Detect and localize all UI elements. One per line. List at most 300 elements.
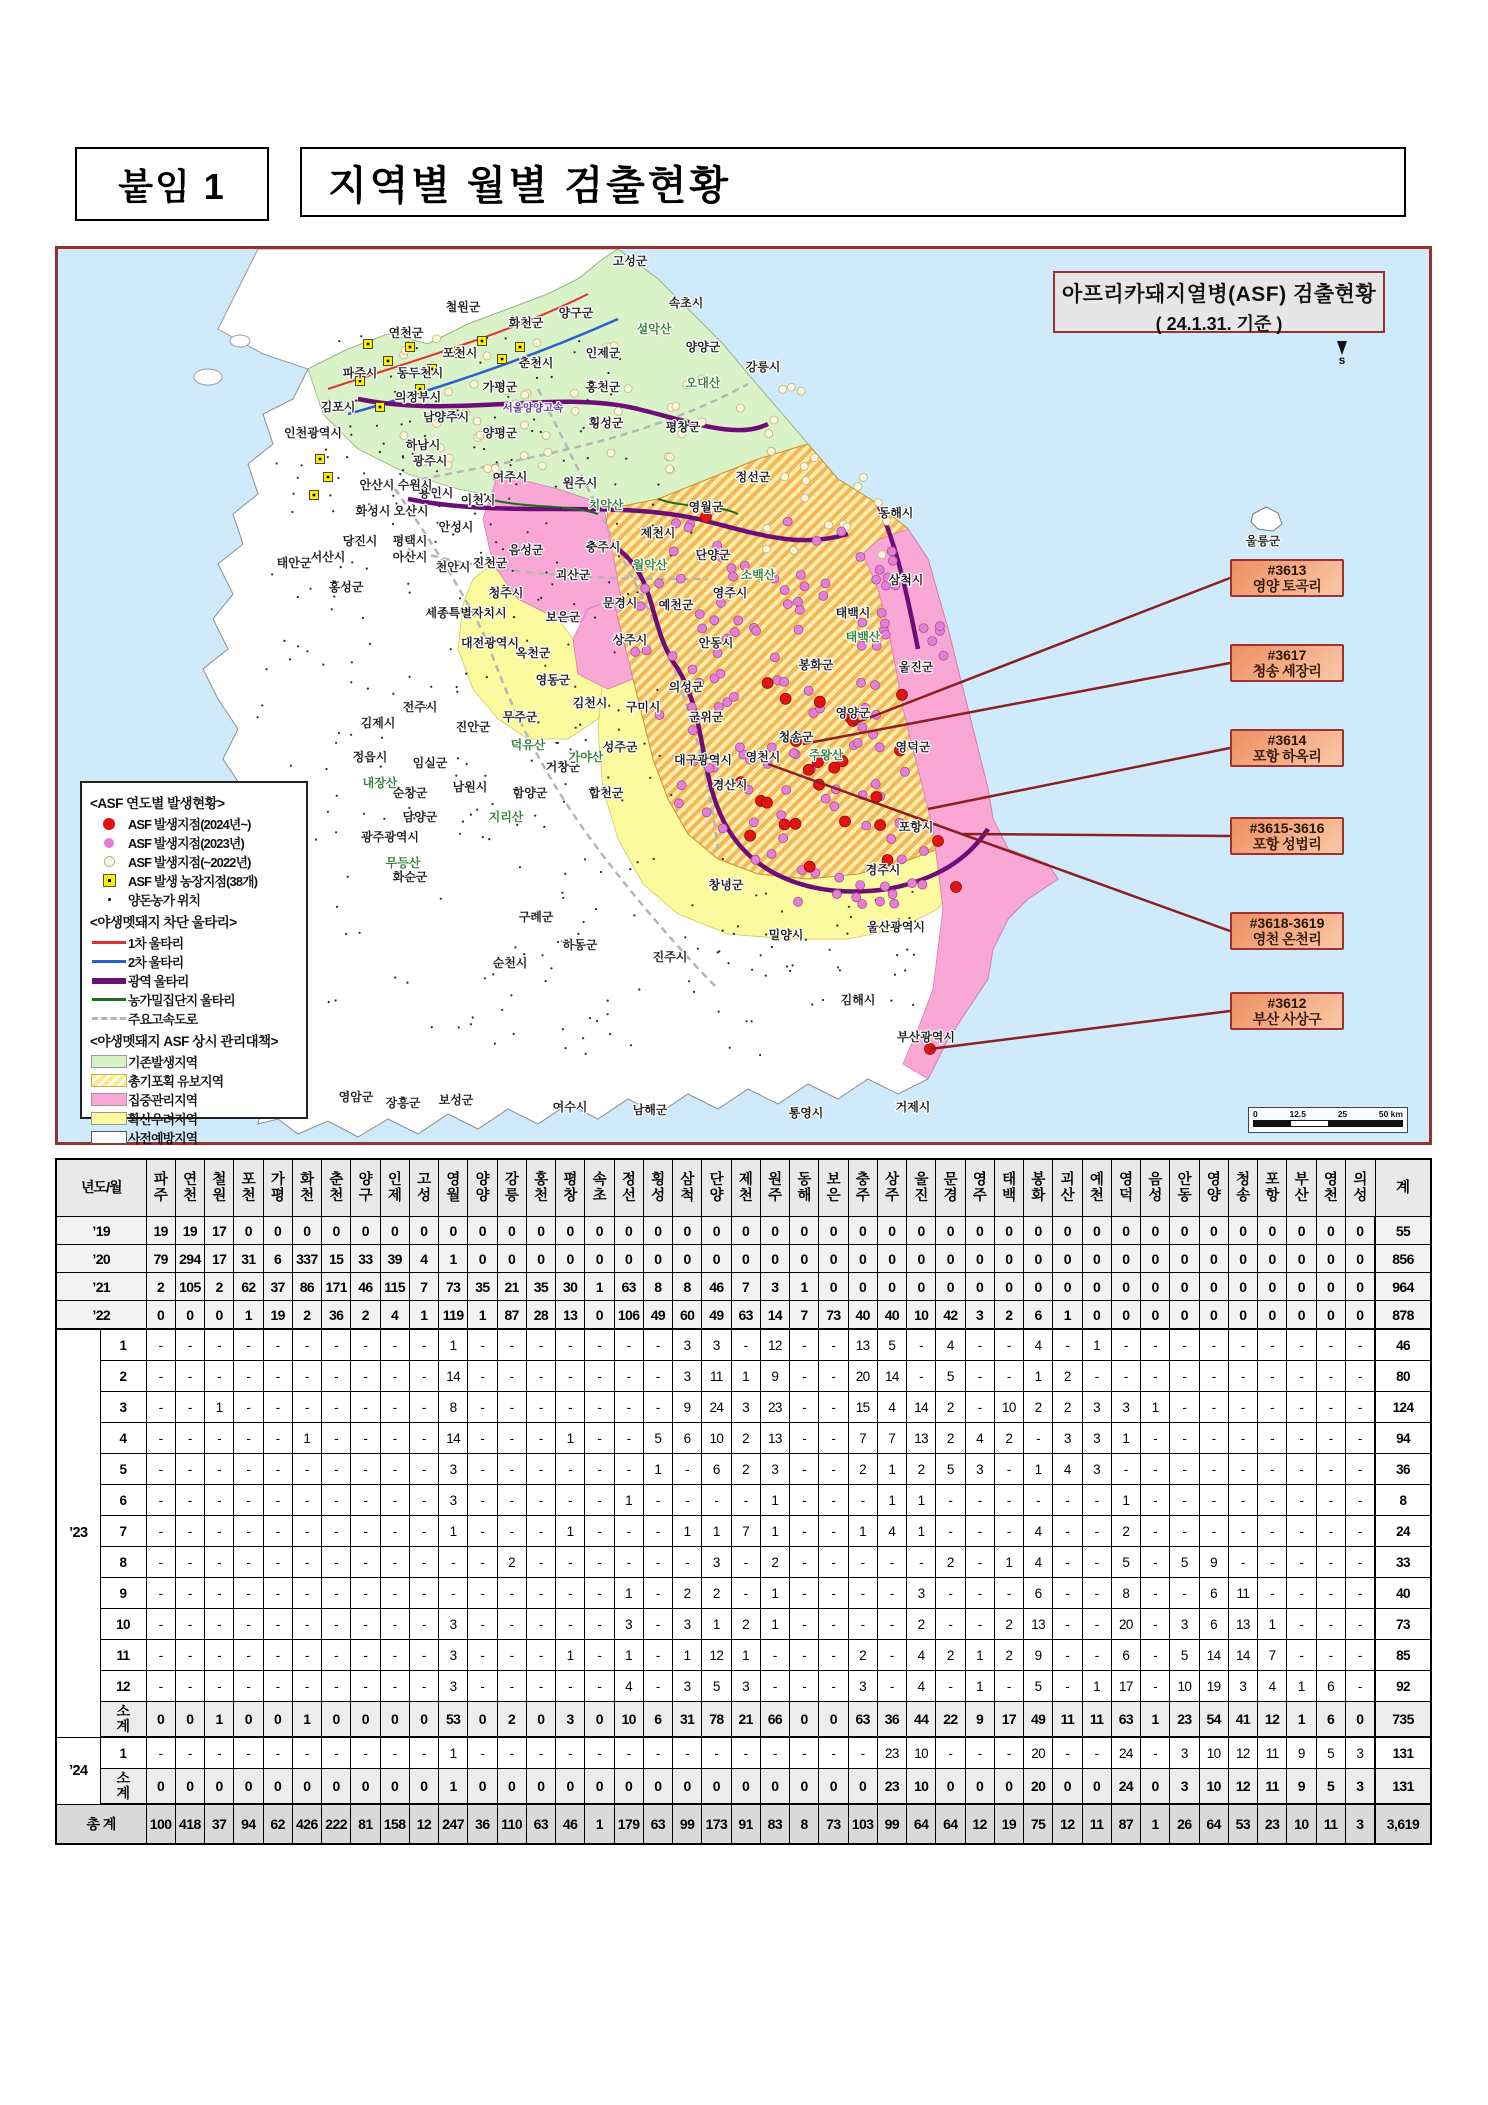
map-scale-bar — [1248, 1107, 1408, 1133]
district-label: 임실군 — [412, 756, 448, 770]
row-label: 총 계 — [56, 1804, 146, 1844]
district-label: 오대산 — [685, 376, 721, 390]
district-label: 지리산 — [488, 810, 524, 824]
district-label: 대구광역시 — [674, 753, 732, 767]
row-label: 4 — [100, 1423, 146, 1454]
district-label: 주왕산 — [808, 748, 844, 762]
row-label: 소 계 — [100, 1769, 146, 1805]
legend-item-label: 사전예방지역 — [128, 1131, 198, 1146]
district-label: 화성시 오산시 — [355, 504, 429, 518]
year-group-label: ’24 — [56, 1737, 100, 1804]
region-header-문경: 문 경 — [936, 1159, 965, 1217]
district-label: 태안군 — [276, 556, 312, 570]
ulleung-island — [1251, 507, 1282, 531]
district-label: 철원군 — [445, 300, 481, 314]
district-label: 하동군 — [562, 938, 598, 952]
region-header-정선: 정 선 — [614, 1159, 643, 1217]
table-row-23-10: 10 - - - - - - - - - - 3 - - - - - 3 - 3 1 2 1 - - - - 2 - - 2 13 - - 20 - 3 6 13 1 - - - 73 — [56, 1609, 1431, 1640]
region-header-예천: 예 천 — [1082, 1159, 1111, 1217]
row-total: 878 — [1375, 1301, 1431, 1330]
region-header-횡성: 횡 성 — [643, 1159, 672, 1217]
row-label: 8 — [100, 1547, 146, 1578]
asf-map — [55, 246, 1432, 1145]
region-header-춘천: 춘 천 — [322, 1159, 351, 1217]
region-header-태백: 태 백 — [994, 1159, 1023, 1217]
legend-item-label: 2차 울타리 — [128, 955, 184, 970]
table-row-총계: 총 계 100 418 37 94 62 426 222 81 158 12 247 36 110 63 46 1 179 63 99 173 91 83 8 73 103 99 64 64 12 19 75 12 11 87 1 26 64 53 23 10 11 3 3,619 — [56, 1804, 1431, 1844]
legend-item — [90, 1090, 300, 1109]
row-label: 1 — [100, 1737, 146, 1769]
dot-tiny-icon — [90, 898, 128, 901]
scale-label: 12.5 — [1289, 1109, 1306, 1119]
row-label: ’19 — [56, 1217, 146, 1245]
row-label: 3 — [100, 1392, 146, 1423]
region-header-가평: 가 평 — [263, 1159, 292, 1217]
district-label: 거제시 — [895, 1100, 931, 1114]
region-header-의성: 의 성 — [1345, 1159, 1375, 1217]
district-label: 남원시 — [452, 780, 488, 794]
district-label: 김천시 — [572, 696, 608, 710]
detection-table — [55, 1158, 1432, 1845]
legend-item — [90, 1128, 300, 1147]
district-label: 서산시 — [310, 550, 346, 564]
year-group-label: ’23 — [56, 1329, 100, 1737]
compass-label: s — [1338, 353, 1346, 367]
district-label: 단양군 — [695, 548, 731, 562]
district-label: 홍천군 — [585, 380, 621, 394]
callout-place: 영양 토곡리 — [1252, 578, 1322, 594]
dot-pink-icon — [90, 838, 128, 848]
table-row-23-2: 2 - - - - - - - - - - 14 - - - - - - - 3 11 1 9 - - 20 14 - 5 - - 1 2 - - - - - - - - - - 80 — [56, 1361, 1431, 1392]
table-row-’21: ’21 2 105 2 62 37 86 171 46 115 7 73 35 21 35 30 1 63 8 8 46 7 3 1 0 0 0 0 0 0 0 0 0 0 0 0 0 0 0 0 0 0 0 964 — [56, 1273, 1431, 1301]
district-label: 함양군 — [512, 786, 548, 800]
district-label: 합천군 — [588, 786, 624, 800]
row-total: 8 — [1375, 1485, 1431, 1516]
page-title-box — [300, 147, 1406, 217]
district-label: 월악산 — [632, 558, 668, 572]
legend-item-label: ASF 발생지점(~2022년) — [128, 855, 251, 870]
region-header-화천: 화 천 — [292, 1159, 321, 1217]
district-label: 평창군 — [665, 420, 701, 434]
row-label: ’22 — [56, 1301, 146, 1330]
scale-label: 25 — [1337, 1109, 1348, 1119]
district-label: 진안군 — [455, 720, 491, 734]
table-row-’19: ’19 19 19 17 0 0 0 0 0 0 0 0 0 0 0 0 0 0 0 0 0 0 0 0 0 0 0 0 0 0 0 0 0 0 0 0 0 0 0 0 0 0 0 55 — [56, 1217, 1431, 1245]
row-total: 36 — [1375, 1454, 1431, 1485]
district-label: 이천시 — [460, 493, 496, 507]
legend-item — [90, 971, 300, 990]
map-title-line2: ( 24.1.31. 기준 ) — [1155, 314, 1283, 334]
legend-item — [90, 890, 300, 909]
region-header-단양: 단 양 — [702, 1159, 731, 1217]
district-label: 춘천시 — [518, 356, 554, 370]
dot-red-icon — [90, 818, 128, 830]
district-label: 김포시 — [320, 400, 356, 414]
district-label: 문경시 — [602, 596, 638, 610]
legend-item — [90, 990, 300, 1009]
district-label: 홍성군 — [328, 580, 364, 594]
district-label: 음성군 — [508, 543, 544, 557]
legend-item-label: ASF 발생지점(2024년~) — [128, 817, 251, 832]
region-header-충주: 충 주 — [848, 1159, 877, 1217]
district-label: 남양주시 — [422, 410, 470, 424]
district-label: 포항시 — [898, 820, 934, 834]
district-label: 예천군 — [658, 598, 694, 612]
district-label: 영주시 — [712, 586, 748, 600]
line-blue-icon — [90, 960, 128, 963]
row-label: 7 — [100, 1516, 146, 1547]
legend-item-label: 집중관리지역 — [128, 1093, 198, 1108]
callout-place: 영천 온천리 — [1252, 931, 1322, 947]
district-label: 태백산 — [845, 630, 881, 644]
legend-item-label: 양돈농가 위치 — [128, 893, 201, 908]
district-label: 부산광역시 — [897, 1030, 955, 1044]
district-label: 충주시 — [585, 540, 621, 554]
district-label: 가평군 — [482, 380, 518, 394]
region-header-평창: 평 창 — [556, 1159, 585, 1217]
table-row-’22: ’22 0 0 0 1 19 2 36 2 4 1 119 1 87 28 13 0 106 49 60 49 63 14 7 73 40 40 10 42 3 2 6 1 0 0 0 0 0 0 0 0 0 0 878 — [56, 1301, 1431, 1330]
district-label: 장흥군 — [385, 1096, 421, 1110]
region-header-연천: 연 천 — [175, 1159, 204, 1217]
region-header-상주: 상 주 — [877, 1159, 906, 1217]
district-label: 경주시 — [865, 863, 901, 877]
line-dashed-icon — [90, 1017, 128, 1020]
row-total: 124 — [1375, 1392, 1431, 1423]
district-label: 무주군 — [502, 710, 538, 724]
district-label: 파주시 — [342, 366, 378, 380]
district-label: 군위군 — [688, 710, 724, 724]
region-header-보은: 보 은 — [819, 1159, 848, 1217]
scale-label: 50 km — [1378, 1109, 1403, 1119]
row-label: 소 계 — [100, 1702, 146, 1738]
region-header-영천: 영 천 — [1316, 1159, 1345, 1217]
scale-bar-segments — [1253, 1120, 1403, 1127]
legend-item — [90, 1009, 300, 1028]
region-header-양양: 양 양 — [468, 1159, 497, 1217]
region-header-인제: 인 제 — [380, 1159, 409, 1217]
line-purple-icon — [90, 978, 128, 984]
district-label: 가야산 — [568, 750, 604, 764]
region-header-안동: 안 동 — [1170, 1159, 1199, 1217]
legend-section1-title: <ASF 연도별 발생현황> — [90, 796, 225, 811]
row-label: 2 — [100, 1361, 146, 1392]
region-header-삼척: 삼 척 — [673, 1159, 702, 1217]
table-header-row — [56, 1159, 1431, 1217]
legend-section2-title: <야생멧돼지 차단 울타리> — [90, 915, 237, 930]
district-label: 영월군 — [688, 500, 724, 514]
district-label: 평택시 — [392, 534, 428, 548]
row-label: 5 — [100, 1454, 146, 1485]
district-label: 서울양양고속 — [502, 402, 564, 414]
district-label: 안동시 — [698, 636, 734, 650]
region-header-고성: 고 성 — [409, 1159, 438, 1217]
total-column-header: 계 — [1375, 1159, 1431, 1217]
district-label: 담양군 — [402, 810, 438, 824]
table-row-24-소계: 소 계 0 0 0 0 0 0 0 0 0 0 1 0 0 0 0 0 0 0 0 0 0 0 0 0 0 23 10 0 0 0 20 0 0 24 0 3 10 12 11 9 5 3 131 — [56, 1769, 1431, 1805]
legend-section3-title: <야생멧돼지 ASF 상시 관리대책> — [90, 1034, 278, 1049]
district-label: 고성군 — [612, 254, 648, 268]
box-white-icon — [90, 1131, 128, 1144]
row-label: ’20 — [56, 1245, 146, 1273]
legend-item — [90, 814, 300, 833]
district-label: 속초시 — [668, 296, 704, 310]
table-row-23-8: 8 - - - - - - - - - - - - 2 - - - - - - 3 - 2 - - - - - 2 - 1 4 - - 5 - 5 9 - - - - - 33 — [56, 1547, 1431, 1578]
district-label: 성주군 — [602, 740, 638, 754]
region-header-제천: 제 천 — [731, 1159, 760, 1217]
callout-id: #3612 — [1267, 995, 1307, 1011]
table-row-23-소계: 소 계 0 0 1 0 0 1 0 0 0 0 53 0 2 0 3 0 10 6 31 78 21 66 0 0 63 36 44 22 9 17 49 11 11 63 1 23 54 41 12 1 6 0 735 — [56, 1702, 1431, 1738]
legend-item — [90, 933, 300, 952]
callout-id: #3618-3619 — [1249, 915, 1325, 931]
region-header-부산: 부 산 — [1287, 1159, 1316, 1217]
district-label: 의성군 — [668, 680, 704, 694]
table-row-’20: ’20 79 294 17 31 6 337 15 33 39 4 1 0 0 0 0 0 0 0 0 0 0 0 0 0 0 0 0 0 0 0 0 0 0 0 0 0 0 0 0 0 0 0 856 — [56, 1245, 1431, 1273]
district-label: 화순군 — [392, 870, 428, 884]
row-label: 6 — [100, 1485, 146, 1516]
district-label: 포천시 — [442, 346, 478, 360]
district-label: 양평군 — [482, 426, 518, 440]
district-label: 김제시 — [360, 716, 396, 730]
region-header-홍천: 홍 천 — [526, 1159, 555, 1217]
callout-place: 청송 세장리 — [1252, 663, 1322, 679]
row-total: 80 — [1375, 1361, 1431, 1392]
district-label: 보은군 — [545, 610, 581, 624]
district-label: 영천시 — [745, 750, 781, 764]
table-row-23-4: 4 - - - - - 1 - - - - 14 - - - 1 - - 5 6 10 2 13 - - 7 7 13 2 4 2 - 3 3 1 - - - - - - - - 94 — [56, 1423, 1431, 1454]
row-label: 1 — [100, 1329, 146, 1361]
callout-id: #3613 — [1267, 562, 1307, 578]
row-label: 11 — [100, 1640, 146, 1671]
row-total: 73 — [1375, 1609, 1431, 1640]
scale-label: 0 — [1253, 1109, 1258, 1119]
district-label: 남해군 — [632, 1103, 668, 1117]
region-header-철원: 철 원 — [205, 1159, 234, 1217]
district-label: 강릉시 — [745, 360, 781, 374]
row-total: 24 — [1375, 1516, 1431, 1547]
district-label: 동두천시 — [396, 366, 444, 380]
callout-place: 포항 성법리 — [1252, 836, 1322, 852]
district-label: 동해시 — [878, 506, 914, 520]
district-label: 밀양시 — [768, 928, 804, 942]
callout-id: #3614 — [1267, 732, 1307, 748]
district-label: 봉화군 — [798, 658, 834, 672]
callout-place: 부산 사상구 — [1252, 1011, 1322, 1027]
row-total: 964 — [1375, 1273, 1431, 1301]
district-label: 설악산 — [636, 322, 672, 336]
district-label: 순천시 — [492, 956, 528, 970]
district-label: 여주시 — [492, 470, 528, 484]
map-title-line1: 아프리카돼지열병(ASF) 검출현황 — [1061, 283, 1377, 306]
district-label: 상주시 — [612, 633, 648, 647]
district-label: 청송군 — [778, 730, 814, 744]
district-label: 울진군 — [898, 660, 934, 674]
box-pink-icon — [90, 1093, 128, 1106]
region-header-동해: 동 해 — [790, 1159, 819, 1217]
region-header-봉화: 봉 화 — [1024, 1159, 1053, 1217]
district-label: 안성시 — [438, 520, 474, 534]
region-header-원주: 원 주 — [760, 1159, 789, 1217]
legend-item — [90, 1109, 300, 1128]
map-legend — [80, 781, 308, 1146]
box-green-icon — [90, 1055, 128, 1068]
district-label: 옥천군 — [515, 646, 551, 660]
district-label: 영덕군 — [895, 740, 931, 754]
district-label: 괴산군 — [555, 568, 591, 582]
district-label: 구미시 — [625, 700, 661, 714]
district-label: 세종특별자치시 — [425, 606, 507, 620]
row-total: 40 — [1375, 1578, 1431, 1609]
map-title-box — [1053, 271, 1385, 333]
district-label: 안산시 수원시 — [359, 478, 433, 492]
district-label: 김해시 — [840, 993, 876, 1007]
legend-item-label: 총기포획 유보지역 — [128, 1074, 224, 1089]
district-label: 진주시 — [652, 950, 688, 964]
district-label: 정선군 — [735, 470, 771, 484]
district-label: 인제군 — [585, 346, 621, 360]
district-label: 태백시 — [835, 606, 871, 620]
row-total: 85 — [1375, 1640, 1431, 1671]
row-total: 3,619 — [1375, 1804, 1431, 1844]
district-label: 원주시 — [562, 476, 598, 490]
district-label: 제천시 — [640, 526, 676, 540]
district-label: 당진시 — [342, 534, 378, 548]
district-label: 청주시 — [488, 586, 524, 600]
legend-item-label: 주요고속도로 — [128, 1012, 198, 1027]
district-label: 내장산 — [362, 776, 398, 790]
row-total: 94 — [1375, 1423, 1431, 1454]
district-label: 전주시 — [402, 700, 438, 714]
dot-pale-icon — [90, 856, 128, 867]
legend-item — [90, 852, 300, 871]
table-row-23-9: 9 - - - - - - - - - - - - - - - - 1 - 2 2 - 1 - - - - 3 - - - 6 - - 8 - - 6 11 - - - - 40 — [56, 1578, 1431, 1609]
attachment-label: 붙임 1 — [118, 165, 226, 207]
legend-item-label: 1차 울타리 — [128, 936, 184, 951]
legend-item-label: ASF 발생지점(2023년) — [128, 836, 244, 851]
district-label: 진천군 — [472, 556, 508, 570]
district-label: 경산시 — [712, 778, 748, 792]
district-label: 구례군 — [518, 910, 554, 924]
district-label: 의정부시 — [394, 390, 442, 404]
row-label: 12 — [100, 1671, 146, 1702]
callout-place: 포항 하옥리 — [1252, 748, 1322, 764]
row-total: 92 — [1375, 1671, 1431, 1702]
line-green-icon — [90, 998, 128, 1001]
row-label: ’21 — [56, 1273, 146, 1301]
district-label: 천안시 — [435, 560, 471, 574]
region-header-영주: 영 주 — [965, 1159, 994, 1217]
region-header-음성: 음 성 — [1141, 1159, 1170, 1217]
callout-3618-3619 — [1230, 912, 1344, 950]
district-label: 광주시 — [412, 454, 448, 468]
callout-3614 — [1230, 729, 1344, 767]
district-label: 아산시 — [392, 550, 428, 564]
table-row-23-5: 5 - - - - - - - - - - 3 - - - - - - 1 - 6 2 3 - - 2 1 2 5 3 - 1 4 3 - - - - - - - - - 36 — [56, 1454, 1431, 1485]
row-total: 131 — [1375, 1737, 1431, 1769]
district-label: 순창군 — [392, 786, 428, 800]
callout-3612 — [1230, 992, 1344, 1030]
region-header-청송: 청 송 — [1228, 1159, 1257, 1217]
district-label: 영양군 — [835, 706, 871, 720]
square-yellow-icon — [90, 874, 128, 887]
region-header-포천: 포 천 — [234, 1159, 263, 1217]
region-header-포항: 포 항 — [1258, 1159, 1287, 1217]
district-label: 통영시 — [788, 1106, 824, 1120]
legend-item-label: 기존발생지역 — [128, 1055, 198, 1070]
region-header-영양: 영 양 — [1199, 1159, 1228, 1217]
line-red-icon — [90, 941, 128, 944]
compass-icon — [1330, 341, 1354, 365]
district-label: 소백산 — [740, 568, 776, 582]
legend-item-label: 확산우려지역 — [128, 1112, 198, 1127]
district-label: 무등산 — [385, 856, 421, 870]
district-label: 정읍시 — [352, 750, 388, 764]
district-label: 영동군 — [535, 673, 571, 687]
district-label: 영암군 — [338, 1090, 374, 1104]
district-label: 양구군 — [558, 306, 594, 320]
district-label: 대전광역시 — [461, 636, 519, 650]
box-yellow-icon — [90, 1112, 128, 1125]
district-label: 여수시 — [552, 1100, 588, 1114]
district-label: 인천광역시 — [284, 426, 342, 440]
district-label: 하남시 — [405, 438, 441, 452]
callout-3617 — [1230, 644, 1344, 682]
callout-id: #3617 — [1267, 647, 1307, 663]
table-row-23-6: 6 - - - - - - - - - - 3 - - - - - 1 - - - - 1 - - - 1 1 - - - - - - 1 - - - - - - - - 8 — [56, 1485, 1431, 1516]
row-total: 131 — [1375, 1769, 1431, 1805]
legend-item — [90, 952, 300, 971]
region-header-영덕: 영 덕 — [1111, 1159, 1140, 1217]
district-label: 덕유산 — [510, 738, 546, 752]
table-row-23-11: 11 - - - - - - - - - - 3 - - - 1 - 1 - 1 12 1 - - - 2 - 4 2 1 2 9 - - 6 - 5 14 14 7 - - - 85 — [56, 1640, 1431, 1671]
table-row-23-1: ’23 1 - - - - - - - - - - 1 - - - - - - - 3 3 - 12 - - 13 5 - 4 - - 4 - 1 - - - - - - - - - 46 — [56, 1329, 1431, 1361]
legend-item — [90, 833, 300, 852]
row-total: 46 — [1375, 1329, 1431, 1361]
row-label: 9 — [100, 1578, 146, 1609]
row-total: 33 — [1375, 1547, 1431, 1578]
callout-id: #3615-3616 — [1249, 820, 1325, 836]
page-title: 지역별 월별 검출현황 — [328, 163, 731, 208]
region-header-강릉: 강 릉 — [497, 1159, 526, 1217]
callout-3615-3616 — [1230, 817, 1344, 855]
table-row-23-3: 3 - - 1 - - - - - - - 8 - - - - - - - 9 24 3 23 - - 15 4 14 2 - 10 2 2 3 3 1 - - - - - - - 124 — [56, 1392, 1431, 1423]
table-row-23-7: 7 - - - - - - - - - - 1 - - - 1 - - - 1 1 7 1 - - 1 4 1 - - - 4 - - 2 - - - - - - - - 24 — [56, 1516, 1431, 1547]
callout-3613 — [1230, 559, 1344, 597]
attachment-label-box — [75, 147, 269, 221]
district-label: 삼척시 — [888, 573, 924, 587]
district-label: 화천군 — [508, 316, 544, 330]
district-label: 보성군 — [438, 1093, 474, 1107]
legend-item — [90, 871, 300, 890]
legend-item-label: 농가밀집단지 울타리 — [128, 993, 235, 1008]
district-label: 울릉군 — [1245, 534, 1281, 548]
region-header-영월: 영 월 — [439, 1159, 468, 1217]
table-row-24-1: ’24 1 - - - - - - - - - - 1 - - - - - - - - - - - - - - 23 10 - - - 20 - - 24 - 3 10 12 11 9 5 3 131 — [56, 1737, 1431, 1769]
region-header-양구: 양 구 — [351, 1159, 380, 1217]
region-header-파주: 파 주 — [146, 1159, 175, 1217]
district-label: 광주광역시 — [361, 830, 419, 844]
legend-item — [90, 1052, 300, 1071]
district-label: 용인시 — [418, 486, 454, 500]
district-label: 거창군 — [545, 760, 581, 774]
region-header-괴산: 괴 산 — [1053, 1159, 1082, 1217]
row-total: 735 — [1375, 1702, 1431, 1738]
region-header-속초: 속 초 — [585, 1159, 614, 1217]
district-label: 양양군 — [685, 340, 721, 354]
district-label: 횡성군 — [588, 416, 624, 430]
legend-item — [90, 1071, 300, 1090]
district-label: 울산광역시 — [867, 920, 925, 934]
district-label: 치악산 — [588, 498, 624, 512]
